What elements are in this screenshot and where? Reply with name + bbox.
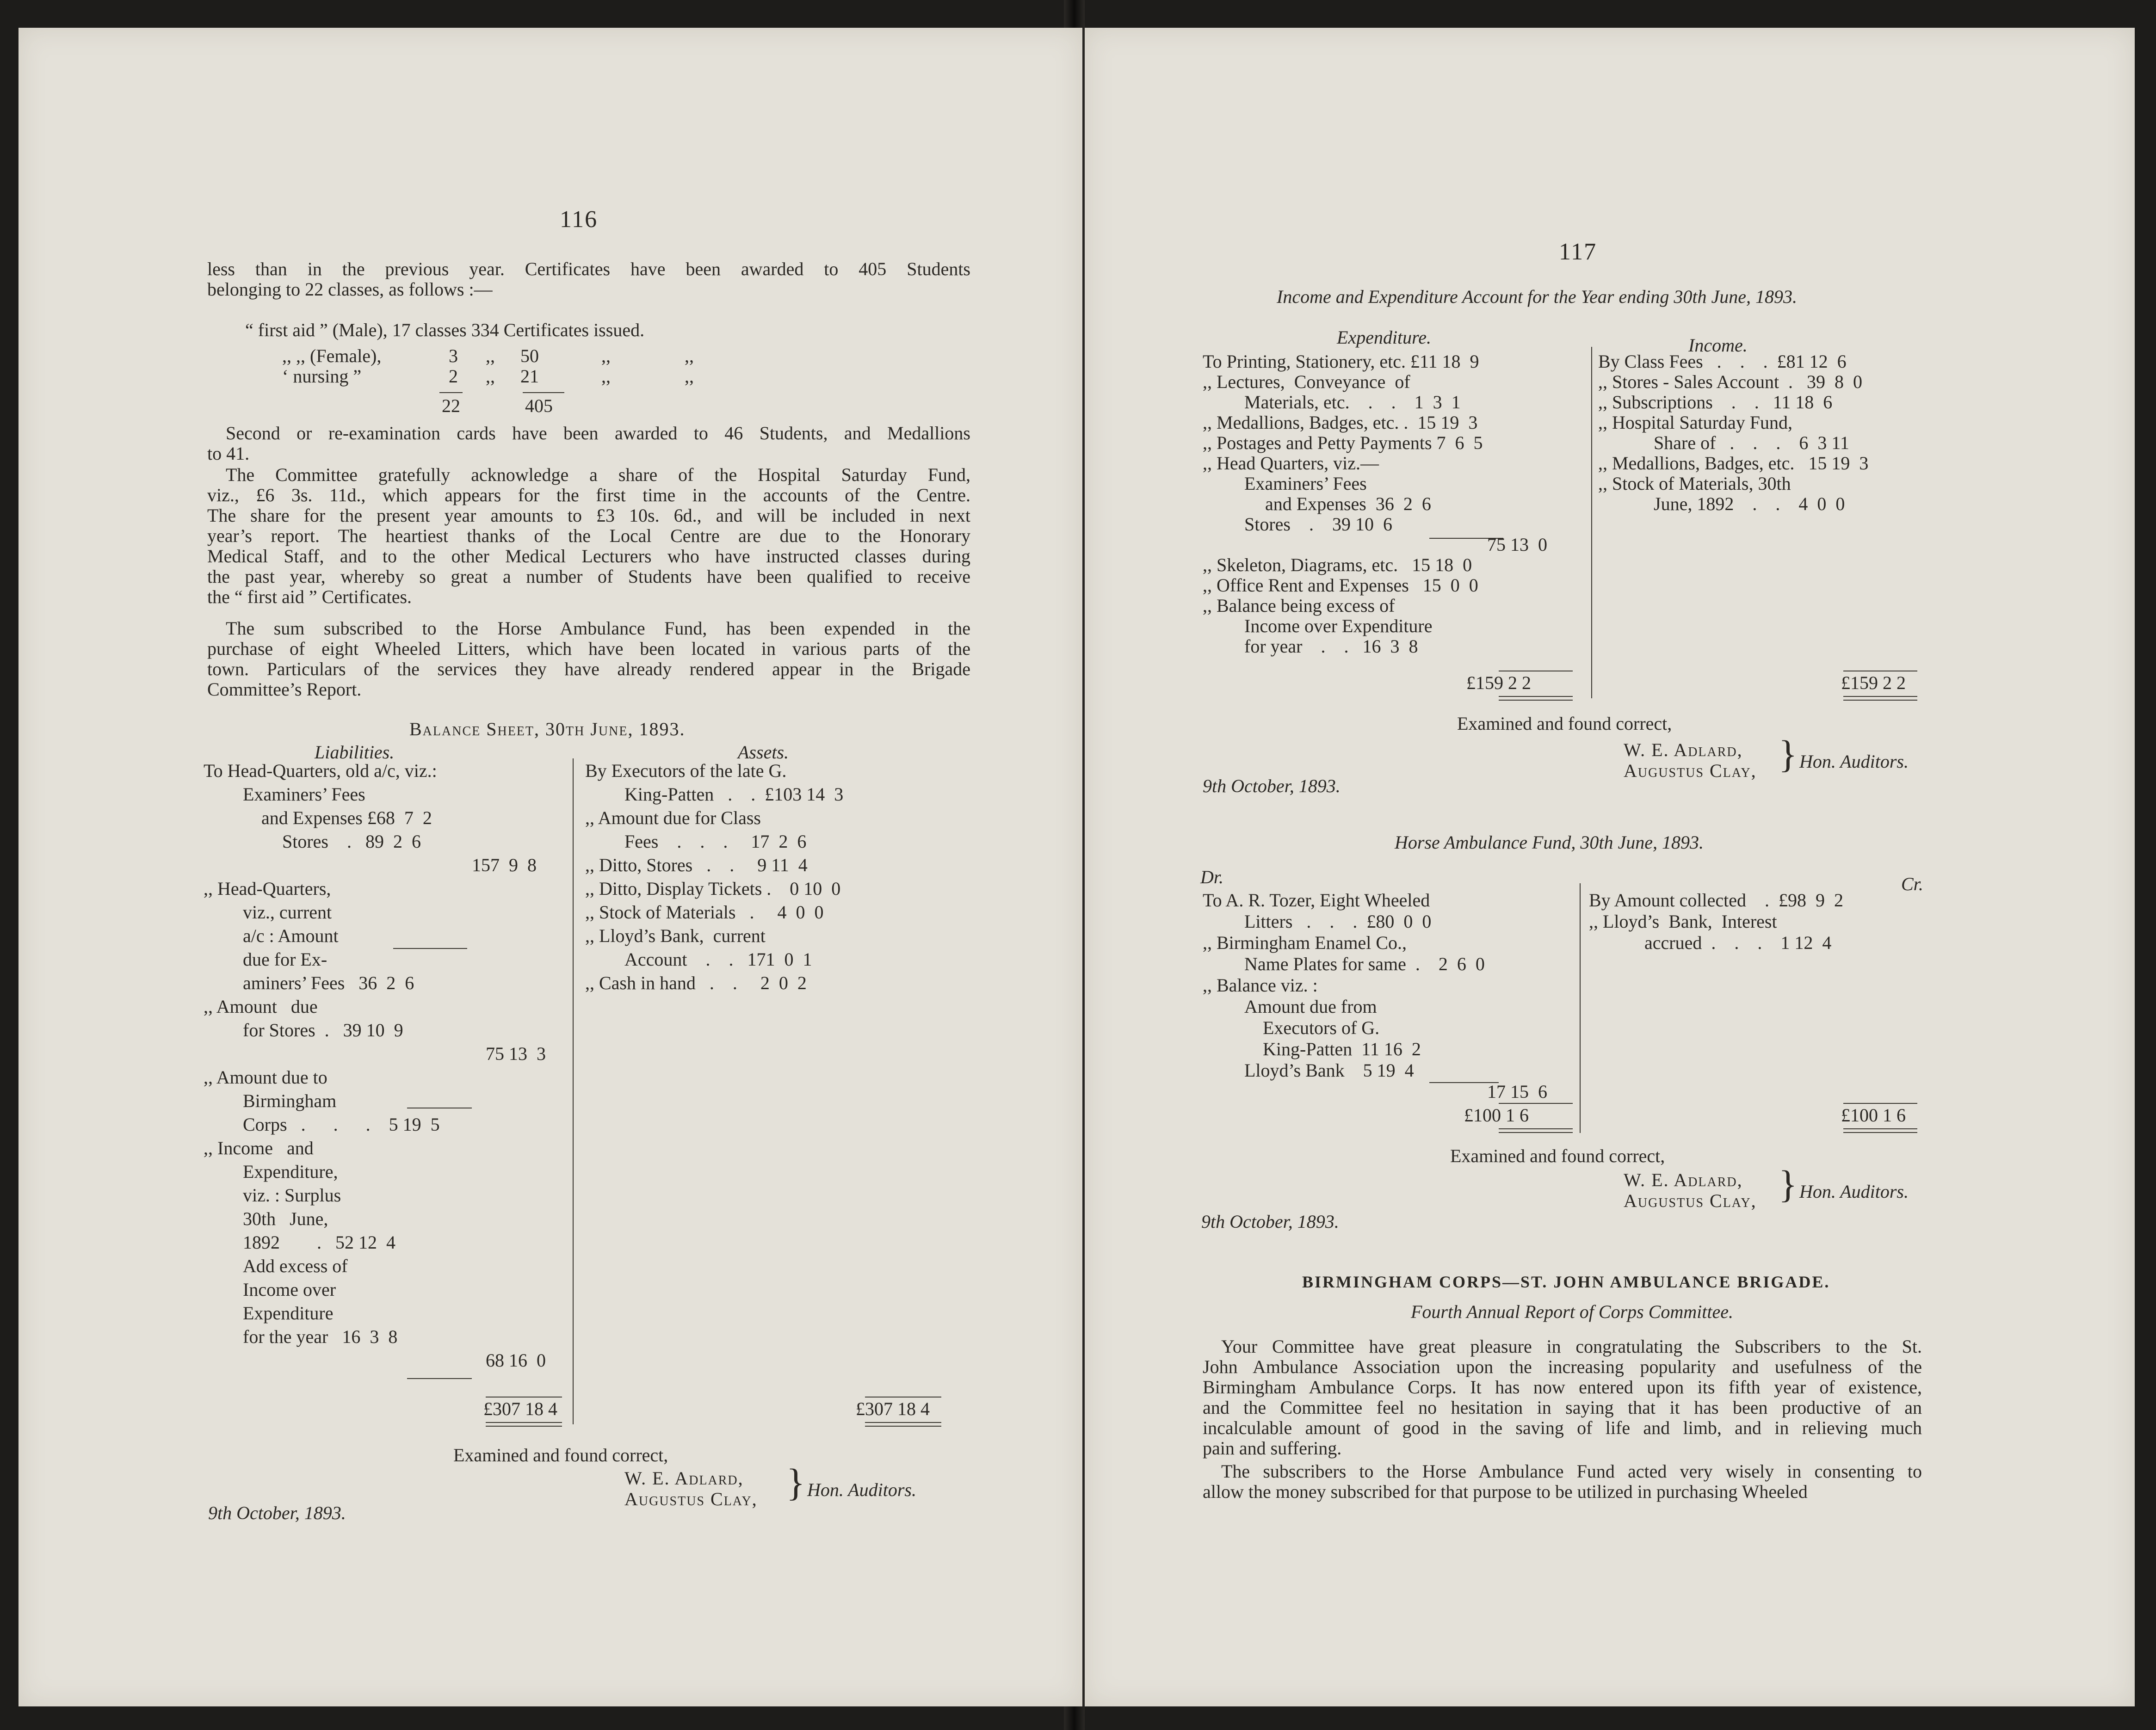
rule [865, 1397, 941, 1398]
ie-auditor-clay: Augustus Clay, [1624, 760, 1757, 781]
assets-heading: Assets. [738, 742, 789, 763]
liability-line: 1892 . 52 12 4 [243, 1232, 395, 1253]
cert-cell: 50 [520, 345, 539, 366]
cert-cell: ,, [685, 345, 694, 366]
rule [393, 948, 467, 949]
text-line: The subscribers to the Horse Ambulance Fund acted very wisely in consenting to [1221, 1461, 1922, 1482]
liabilities-heading: Liabilities. [315, 742, 395, 763]
text-line: incalculable amount of good in the saving of life and limb, and in relieving much [1203, 1417, 1922, 1438]
rule [1499, 1103, 1573, 1104]
cert-total: 405 [525, 395, 553, 416]
double-rule [865, 1422, 941, 1427]
cert-cell: ,, ,, (Female), [282, 345, 382, 366]
brigade-title: BIRMINGHAM CORPS—ST. JOHN AMBULANCE BRIGADE. [1302, 1273, 1830, 1291]
liability-line: Corps . . . 5 19 5 [243, 1114, 440, 1135]
income-line: ,, Stock of Materials, 30th [1598, 473, 1791, 494]
text-line: purchase of eight Wheeled Litters, which have been located in various parts of the [207, 638, 970, 659]
rule [439, 392, 463, 393]
text-line: The Committee gratefully acknowledge a share of the Hospital Saturday Fund, [226, 464, 970, 485]
horse-debit-line: Name Plates for same . 2 6 0 [1244, 954, 1485, 974]
liability-line: 75 13 3 [486, 1043, 546, 1064]
liability-line: ,, Head-Quarters, [204, 878, 331, 899]
income-line: ,, Stores - Sales Account . 39 8 0 [1598, 371, 1863, 392]
ie-hon-auditors-label: Hon. Auditors. [1799, 751, 1909, 772]
text-line: allow the money subscribed for that purpose to be utilized in purchasing Wheeled [1203, 1481, 1808, 1502]
expenditure-line: ,, Lectures, Conveyance of [1203, 371, 1410, 392]
asset-line: ,, Lloyd’s Bank, current [585, 925, 766, 946]
cert-cell: 3 [449, 345, 458, 366]
liability-line: 68 16 0 [486, 1350, 546, 1371]
text-line: Committee’s Report. [207, 679, 362, 700]
horse-examined-note: Examined and found correct, [1450, 1145, 1665, 1166]
liability-line: Add excess of [243, 1256, 348, 1276]
cr-label: Cr. [1901, 874, 1923, 894]
asset-line: ,, Ditto, Display Tickets . 0 10 0 [585, 878, 841, 899]
liability-line: for the year 16 3 8 [243, 1326, 398, 1347]
expenditure-line: To Printing, Stationery, etc. £11 18 9 [1203, 351, 1479, 372]
left-page-number: 116 [560, 206, 598, 233]
liability-line: a/c : Amount [243, 925, 339, 946]
brigade-paragraph-2 [1203, 1461, 1922, 1502]
horse-debit-line: ,, Balance viz. : [1203, 975, 1318, 996]
liability-line: To Head-Quarters, old a/c, viz.: [204, 760, 437, 781]
double-rule [1843, 696, 1917, 701]
ie-examined-note: Examined and found correct, [1457, 713, 1672, 734]
ie-date: 9th October, 1893. [1203, 776, 1341, 796]
auditor-clay: Augustus Clay, [624, 1489, 758, 1509]
ie-divider [1591, 347, 1592, 698]
brigade-subtitle: Fourth Annual Report of Corps Committee. [1411, 1301, 1734, 1322]
re-examination-paragraph [207, 423, 970, 464]
horse-debit-line: To A. R. Tozer, Eight Wheeled [1203, 890, 1430, 911]
horse-debit-line: King-Patten 11 16 2 [1263, 1039, 1421, 1059]
liability-line: 157 9 8 [472, 855, 537, 875]
expenditure-total: £159 2 2 [1466, 672, 1531, 693]
left-date: 9th October, 1893. [208, 1502, 346, 1523]
income-line: ,, Hospital Saturday Fund, [1598, 412, 1792, 433]
liability-line: aminers’ Fees 36 2 6 [243, 973, 414, 993]
expenditure-line: ,, Office Rent and Expenses 15 0 0 [1203, 575, 1478, 596]
cert-cell: 21 [520, 366, 539, 387]
horse-debit-line: Executors of G. [1263, 1017, 1380, 1038]
brace-glyph: } [786, 1461, 805, 1504]
expenditure-line: Materials, etc. . . 1 3 1 [1244, 392, 1461, 412]
horse-credit-line: accrued . . . 1 12 4 [1644, 932, 1832, 953]
text-line: Birmingham Ambulance Corps. It has now entered upon its fifth year of existence, [1203, 1377, 1922, 1398]
text-line: year’s report. The heartiest thanks of the Local Centre are due to the Honorary [207, 525, 970, 546]
text-line: John Ambulance Association upon the increasing popularity and usefulness of the [1203, 1356, 1922, 1377]
text-line: the “ first aid ” Certificates. [207, 586, 412, 607]
rule [486, 1397, 562, 1398]
expenditure-line: and Expenses 36 2 6 [1265, 493, 1431, 514]
text-line: Second or re-examination cards have been awarded to 46 Students, and Medallions [226, 423, 970, 443]
asset-line: King-Patten . . £103 14 3 [624, 784, 844, 805]
income-line: By Class Fees . . . £81 12 6 [1598, 351, 1847, 372]
asset-line: By Executors of the late G. [585, 760, 787, 781]
dr-label: Dr. [1200, 867, 1224, 887]
expenditure-line: Examiners’ Fees [1244, 473, 1367, 494]
double-rule [1499, 696, 1573, 701]
income-total: £159 2 2 [1841, 672, 1906, 693]
left-page [19, 28, 1082, 1706]
auditor-adlard: W. E. Adlard, [624, 1468, 744, 1489]
expenditure-line: 75 13 0 [1487, 534, 1547, 555]
liability-line: viz., current [243, 902, 332, 923]
text-line: viz., £6 3s. 11d., which appears for the first time in the accounts of the Centre. [207, 485, 970, 505]
balance-divider [573, 758, 574, 1424]
liability-line: 30th June, [243, 1208, 328, 1229]
cert-cell: ,, [601, 345, 611, 366]
horse-debit-line: Lloyd’s Bank 5 19 4 [1244, 1060, 1414, 1081]
cert-line-first-aid: “ first aid ” (Male), 17 classes 334 Certificates issued. [245, 320, 645, 340]
horse-credit-line: By Amount collected . £98 9 2 [1589, 890, 1843, 911]
text-line: and the Committee feel no hesitation in saying that it has been productive of an [1203, 1397, 1922, 1418]
text-line: the past year, whereby so great a number of Students have been qualified to receive [207, 566, 970, 587]
double-rule [1499, 1128, 1573, 1133]
balance-sheet-title: Balance Sheet, 30th June, 1893. [409, 719, 686, 739]
horse-debit-total: £100 1 6 [1464, 1105, 1529, 1126]
expenditure-heading: Expenditure. [1337, 327, 1432, 348]
expenditure-line: Income over Expenditure [1244, 616, 1433, 636]
text-line: Medical Staff, and to the other Medical Lecturers who have instructed classes during [207, 546, 970, 566]
horse-debit-line: ,, Birmingham Enamel Co., [1203, 932, 1407, 953]
horse-date: 9th October, 1893. [1201, 1211, 1339, 1232]
income-heading: Income. [1688, 335, 1748, 356]
horse-divider [1580, 883, 1581, 1133]
liability-line: ,, Income and [204, 1138, 314, 1158]
brace-glyph: } [1779, 733, 1798, 776]
liability-line: and Expenses £68 7 2 [261, 807, 432, 828]
assets-total: £307 18 4 [856, 1398, 930, 1419]
asset-line: ,, Stock of Materials . 4 0 0 [585, 902, 824, 923]
liability-line: Expenditure, [243, 1161, 338, 1182]
horse-debit-line: 17 15 6 [1487, 1081, 1547, 1102]
asset-line: ,, Ditto, Stores . . 9 11 4 [585, 855, 808, 875]
double-rule [1843, 1128, 1917, 1133]
horse-auditor-clay: Augustus Clay, [1624, 1190, 1757, 1211]
text-line: belonging to 22 classes, as follows :— [207, 279, 493, 300]
cert-cell: ,, [601, 366, 611, 387]
text-line: pain and suffering. [1203, 1438, 1342, 1459]
horse-ambulance-paragraph [207, 618, 970, 700]
examined-note: Examined and found correct, [453, 1445, 668, 1465]
horse-debit-line: Litters . . . £80 0 0 [1244, 911, 1432, 932]
ie-title: Income and Expenditure Account for the Year ending 30th June, 1893. [1277, 286, 1797, 307]
liability-line: Stores . 89 2 6 [282, 831, 421, 852]
hon-auditors-label: Hon. Auditors. [807, 1479, 916, 1500]
text-line: to 41. [207, 443, 250, 464]
committee-paragraph [207, 465, 970, 607]
cert-cell: 2 [449, 366, 458, 387]
cert-cell: ,, [486, 345, 495, 366]
horse-auditor-adlard: W. E. Adlard, [1624, 1170, 1743, 1190]
liability-line: ,, Amount due [204, 996, 318, 1017]
text-line: less than in the previous year. Certificates have been awarded to 405 Students [207, 259, 970, 279]
liabilities-total: £307 18 4 [483, 1398, 557, 1419]
double-rule [486, 1422, 562, 1427]
expenditure-line: ,, Postages and Petty Payments 7 6 5 [1203, 432, 1483, 453]
asset-line: ,, Amount due for Class [585, 807, 761, 828]
text-line: town. Particulars of the services they have already rendered appear in the Brigade [207, 659, 970, 679]
ie-auditor-adlard: W. E. Adlard, [1624, 739, 1743, 760]
cert-cell: ‘ nursing ” [282, 366, 362, 387]
income-line: Share of . . . 6 3 11 [1654, 432, 1849, 453]
right-page-number: 117 [1559, 239, 1597, 265]
expenditure-line: ,, Skeleton, Diagrams, etc. 15 18 0 [1203, 554, 1472, 575]
liability-line: for Stores . 39 10 9 [243, 1020, 403, 1040]
cert-total: 22 [442, 395, 460, 416]
income-line: ,, Subscriptions . . 11 18 6 [1598, 392, 1833, 412]
liability-line: Birmingham [243, 1090, 337, 1111]
rule [407, 1378, 472, 1379]
liability-line: Examiners’ Fees [243, 784, 365, 805]
horse-debit-line: Amount due from [1244, 996, 1377, 1017]
expenditure-line: for year . . 16 3 8 [1244, 636, 1418, 657]
brigade-paragraph-1 [1203, 1336, 1922, 1459]
expenditure-line: ,, Medallions, Badges, etc. . 15 19 3 [1203, 412, 1478, 433]
liability-line: ,, Amount due to [204, 1067, 327, 1088]
expenditure-line: ,, Head Quarters, viz.— [1203, 453, 1379, 474]
rule [523, 392, 564, 393]
horse-credit-line: ,, Lloyd’s Bank, Interest [1589, 911, 1777, 932]
liability-line: due for Ex- [243, 949, 327, 970]
intro-paragraph [207, 259, 970, 300]
expenditure-line: ,, Balance being excess of [1203, 595, 1395, 616]
asset-line: Account . . 171 0 1 [624, 949, 812, 970]
horse-fund-title: Horse Ambulance Fund, 30th June, 1893. [1395, 832, 1704, 853]
cert-cell: ,, [486, 366, 495, 387]
horse-credit-total: £100 1 6 [1841, 1105, 1906, 1126]
income-line: ,, Medallions, Badges, etc. 15 19 3 [1598, 453, 1869, 474]
text-line: The sum subscribed to the Horse Ambulance Fund, has been expended in the [226, 618, 970, 639]
income-line: June, 1892 . . 4 0 0 [1654, 493, 1845, 514]
asset-line: Fees . . . 17 2 6 [624, 831, 807, 852]
text-line: Your Committee have great pleasure in congratulating the Subscribers to the St. [1221, 1336, 1922, 1357]
expenditure-line: Stores . 39 10 6 [1244, 514, 1392, 535]
rule [1843, 1103, 1917, 1104]
brace-glyph: } [1779, 1163, 1798, 1206]
text-line: The share for the present year amounts to £3 10s. 6d., and will be included in next [207, 505, 970, 526]
cert-cell: ,, [685, 366, 694, 387]
asset-line: ,, Cash in hand . . 2 0 2 [585, 973, 807, 993]
horse-hon-auditors-label: Hon. Auditors. [1799, 1181, 1909, 1202]
right-page [1085, 28, 2135, 1706]
liability-line: viz. : Surplus [243, 1185, 341, 1206]
liability-line: Income over [243, 1279, 336, 1300]
liability-line: Expenditure [243, 1303, 334, 1324]
